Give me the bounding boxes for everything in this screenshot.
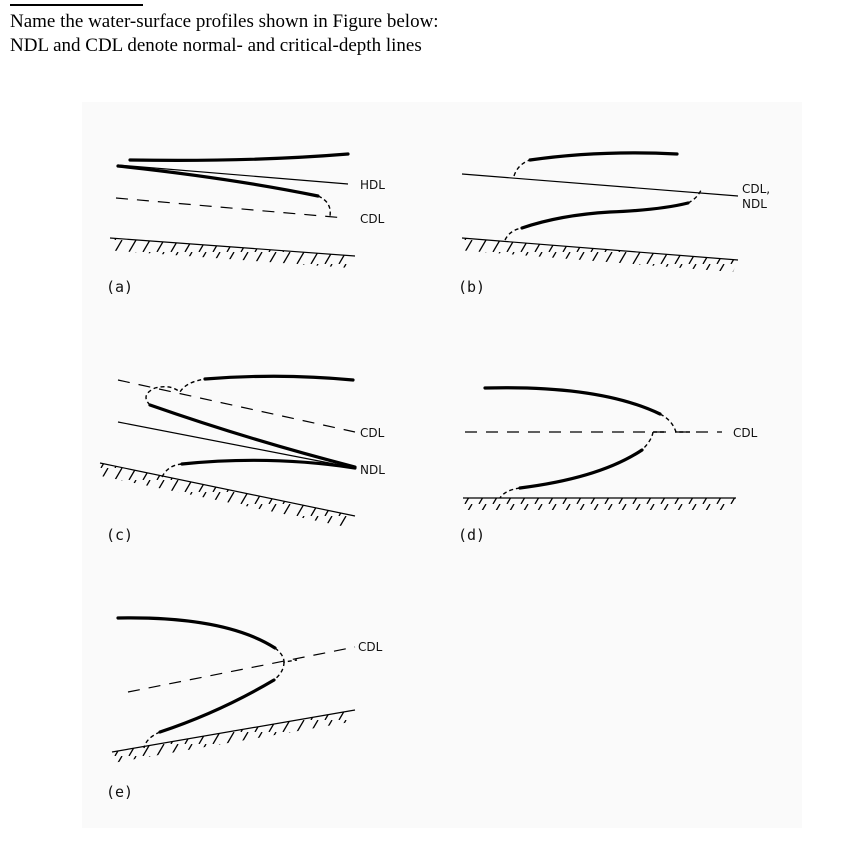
panel-b-lower-profile	[522, 203, 688, 228]
panel-b-cdl-label: CDL,	[742, 182, 771, 196]
panel-e-transition	[275, 648, 297, 662]
panel-a-drawdown-profile	[118, 166, 318, 196]
panel-d-cdl-label: CDL	[733, 426, 758, 440]
panel-d-lower-start	[500, 488, 520, 498]
panel-c-falling-profile	[150, 405, 355, 467]
panel-c-channel-bed-hatching	[96, 463, 355, 528]
panel-d	[458, 388, 758, 544]
panel-a-upper-profile	[130, 154, 348, 160]
question-line-2: NDL and CDL denote normal- and critical-depth lines	[10, 35, 422, 56]
panel-c-jump-upper	[146, 379, 205, 405]
panel-a-caption: (a)	[106, 278, 134, 296]
panel-b-lower-start	[505, 228, 522, 240]
panel-b-channel-bed-hatching	[457, 238, 738, 272]
panel-d-upper-profile	[485, 388, 660, 414]
panel-e-cdl-line	[128, 647, 355, 692]
panel-c-channel-bed	[100, 463, 355, 516]
panel-c-cdl-label: CDL	[360, 426, 385, 440]
panel-d-channel-bed-hatching	[458, 498, 736, 510]
question-line-1: Name the water-surface profiles shown in Figure below:	[10, 11, 439, 32]
panel-a-critical-transition	[318, 196, 330, 216]
panel-a-cdl-line	[116, 198, 345, 218]
panel-a-hdl-label: HDL	[360, 178, 385, 192]
panel-e-channel-bed	[112, 710, 355, 752]
panel-b-ndl-label: NDL	[742, 197, 767, 211]
panel-a-cdl-label: CDL	[360, 212, 385, 226]
panel-b-cdl-ndl-line	[462, 174, 738, 196]
panel-b-upper-jump	[514, 160, 530, 176]
panel-b-caption: (b)	[458, 278, 486, 296]
panel-d-caption: (d)	[458, 526, 486, 544]
panel-d-lower-transition	[642, 432, 653, 450]
panel-e-channel-bed-hatching	[107, 710, 355, 764]
panel-c-caption: (c)	[106, 526, 134, 544]
panel-c-ndl-label: NDL	[360, 463, 385, 477]
panel-e-lower-transition	[274, 662, 284, 680]
panel-c	[96, 376, 385, 544]
panel-e-upper-profile	[118, 618, 275, 648]
panel-e-lower-profile	[160, 680, 274, 732]
panel-b	[457, 153, 770, 296]
panel-c-upper-profile	[205, 376, 353, 380]
panel-e	[106, 618, 383, 801]
panel-b-lower-transition	[688, 188, 702, 203]
panel-e-cdl-label: CDL	[358, 640, 383, 654]
panel-a	[105, 154, 385, 296]
panel-e-caption: (e)	[106, 783, 134, 801]
panel-d-upper-transition	[660, 414, 690, 432]
panel-d-lower-profile	[520, 450, 642, 488]
panel-b-upper-profile	[530, 153, 677, 160]
panel-c-lower-start	[162, 464, 182, 477]
